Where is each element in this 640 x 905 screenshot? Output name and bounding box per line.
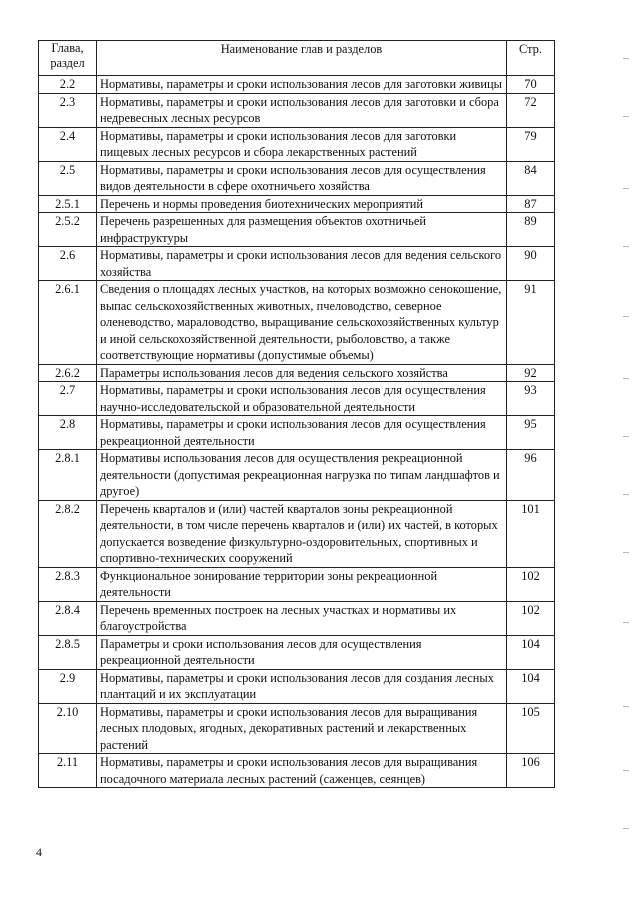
section-number: 2.5 bbox=[39, 161, 97, 195]
section-page: 93 bbox=[507, 382, 555, 416]
section-number: 2.6.1 bbox=[39, 281, 97, 365]
table-row bbox=[39, 416, 555, 450]
section-number: 2.7 bbox=[39, 382, 97, 416]
section-page: 89 bbox=[507, 213, 555, 247]
table-row bbox=[39, 195, 555, 213]
margin-mark bbox=[623, 116, 629, 117]
section-number: 2.11 bbox=[39, 754, 97, 788]
column-header-title: Наименование глав и разделов bbox=[97, 41, 507, 76]
section-page: 84 bbox=[507, 161, 555, 195]
section-page: 70 bbox=[507, 76, 555, 94]
margin-mark bbox=[623, 770, 629, 771]
margin-mark bbox=[623, 246, 629, 247]
table-header-row bbox=[39, 41, 555, 76]
section-page: 90 bbox=[507, 247, 555, 281]
section-page: 96 bbox=[507, 450, 555, 501]
section-title: Функциональное зонирование территории зоны рекреационной деятельности bbox=[97, 567, 507, 601]
table-row bbox=[39, 669, 555, 703]
contents-table-body bbox=[39, 76, 555, 788]
contents-table bbox=[38, 40, 555, 788]
section-number: 2.8 bbox=[39, 416, 97, 450]
section-title: Параметры и сроки использования лесов для осуществления рекреационной деятельности bbox=[97, 635, 507, 669]
section-title: Перечень и нормы проведения биотехнических мероприятий bbox=[97, 195, 507, 213]
margin-mark bbox=[623, 828, 629, 829]
margin-mark bbox=[623, 188, 629, 189]
section-title: Нормативы, параметры и сроки использования лесов для создания лесных плантаций и их эксплуатации bbox=[97, 669, 507, 703]
table-row bbox=[39, 754, 555, 788]
margin-mark bbox=[623, 58, 629, 59]
table-row bbox=[39, 127, 555, 161]
section-page: 91 bbox=[507, 281, 555, 365]
section-number: 2.9 bbox=[39, 669, 97, 703]
table-row bbox=[39, 450, 555, 501]
margin-mark bbox=[623, 494, 629, 495]
section-page: 92 bbox=[507, 364, 555, 382]
section-number: 2.8.4 bbox=[39, 601, 97, 635]
table-row bbox=[39, 281, 555, 365]
section-page: 106 bbox=[507, 754, 555, 788]
section-number: 2.5.1 bbox=[39, 195, 97, 213]
section-number: 2.6 bbox=[39, 247, 97, 281]
table-row bbox=[39, 247, 555, 281]
section-title: Нормативы, параметры и сроки использования лесов для заготовки живицы bbox=[97, 76, 507, 94]
margin-mark bbox=[623, 706, 629, 707]
section-page: 105 bbox=[507, 703, 555, 754]
section-title: Параметры использования лесов для ведения сельского хозяйства bbox=[97, 364, 507, 382]
section-number: 2.3 bbox=[39, 93, 97, 127]
section-page: 104 bbox=[507, 669, 555, 703]
section-title: Нормативы использования лесов для осуществления рекреационной деятельности (допустимая рекреационная нагрузка по типам ландшафтов и другое) bbox=[97, 450, 507, 501]
section-page: 102 bbox=[507, 601, 555, 635]
section-title: Перечень временных построек на лесных участках и нормативы их благоустройства bbox=[97, 601, 507, 635]
table-row bbox=[39, 500, 555, 567]
section-title: Сведения о площадях лесных участков, на которых возможно сенокошение, выпас сельскохозяйственных животных, пчеловодство, северное оленеводство, мараловодство, выращивание сельскохозяйственных культур и иной сельскохозяйственной деятельности, рыболовство, а также соответствующие нормативы (допустимые объемы) bbox=[97, 281, 507, 365]
section-number: 2.8.2 bbox=[39, 500, 97, 567]
table-row bbox=[39, 161, 555, 195]
section-number: 2.8.1 bbox=[39, 450, 97, 501]
section-title: Нормативы, параметры и сроки использования лесов для осуществления научно-исследовательской и образовательной деятельности bbox=[97, 382, 507, 416]
margin-mark bbox=[623, 622, 629, 623]
section-title: Нормативы, параметры и сроки использования лесов для осуществления видов деятельности в сфере охотничьего хозяйства bbox=[97, 161, 507, 195]
column-header-chapter: Глава, раздел bbox=[39, 41, 97, 76]
section-title: Перечень разрешенных для размещения объектов охотничьей инфраструктуры bbox=[97, 213, 507, 247]
section-title: Нормативы, параметры и сроки использования лесов для выращивания лесных плодовых, ягодных, декоративных растений и лекарственных растений bbox=[97, 703, 507, 754]
section-number: 2.5.2 bbox=[39, 213, 97, 247]
column-header-page: Стр. bbox=[507, 41, 555, 76]
margin-mark bbox=[623, 436, 629, 437]
section-page: 104 bbox=[507, 635, 555, 669]
section-page: 79 bbox=[507, 127, 555, 161]
margin-mark bbox=[623, 552, 629, 553]
section-number: 2.8.3 bbox=[39, 567, 97, 601]
section-page: 95 bbox=[507, 416, 555, 450]
margin-mark bbox=[623, 316, 629, 317]
section-title: Перечень кварталов и (или) частей кварталов зоны рекреационной деятельности, в том числе перечень кварталов и (или) их частей, в которых допускается возведение физкультурно-оздоровительных, спортивных и спортивно-технических сооружений bbox=[97, 500, 507, 567]
section-page: 101 bbox=[507, 500, 555, 567]
table-row bbox=[39, 364, 555, 382]
table-row bbox=[39, 601, 555, 635]
table-row bbox=[39, 382, 555, 416]
margin-mark bbox=[623, 378, 629, 379]
table-row bbox=[39, 76, 555, 94]
section-title: Нормативы, параметры и сроки использования лесов для заготовки и сбора недревесных лесных ресурсов bbox=[97, 93, 507, 127]
section-page: 102 bbox=[507, 567, 555, 601]
section-number: 2.10 bbox=[39, 703, 97, 754]
table-row bbox=[39, 703, 555, 754]
section-title: Нормативы, параметры и сроки использования лесов для заготовки пищевых лесных ресурсов и сбора лекарственных растений bbox=[97, 127, 507, 161]
section-number: 2.4 bbox=[39, 127, 97, 161]
table-row bbox=[39, 93, 555, 127]
section-page: 87 bbox=[507, 195, 555, 213]
section-number: 2.2 bbox=[39, 76, 97, 94]
section-title: Нормативы, параметры и сроки использования лесов для осуществления рекреационной деятельности bbox=[97, 416, 507, 450]
section-title: Нормативы, параметры и сроки использования лесов для ведения сельского хозяйства bbox=[97, 247, 507, 281]
table-row bbox=[39, 213, 555, 247]
section-number: 2.8.5 bbox=[39, 635, 97, 669]
section-page: 72 bbox=[507, 93, 555, 127]
page-number: 4 bbox=[36, 845, 42, 859]
section-title: Нормативы, параметры и сроки использования лесов для выращивания посадочного материала лесных растений (саженцев, сеянцев) bbox=[97, 754, 507, 788]
table-row bbox=[39, 567, 555, 601]
section-number: 2.6.2 bbox=[39, 364, 97, 382]
table-row bbox=[39, 635, 555, 669]
